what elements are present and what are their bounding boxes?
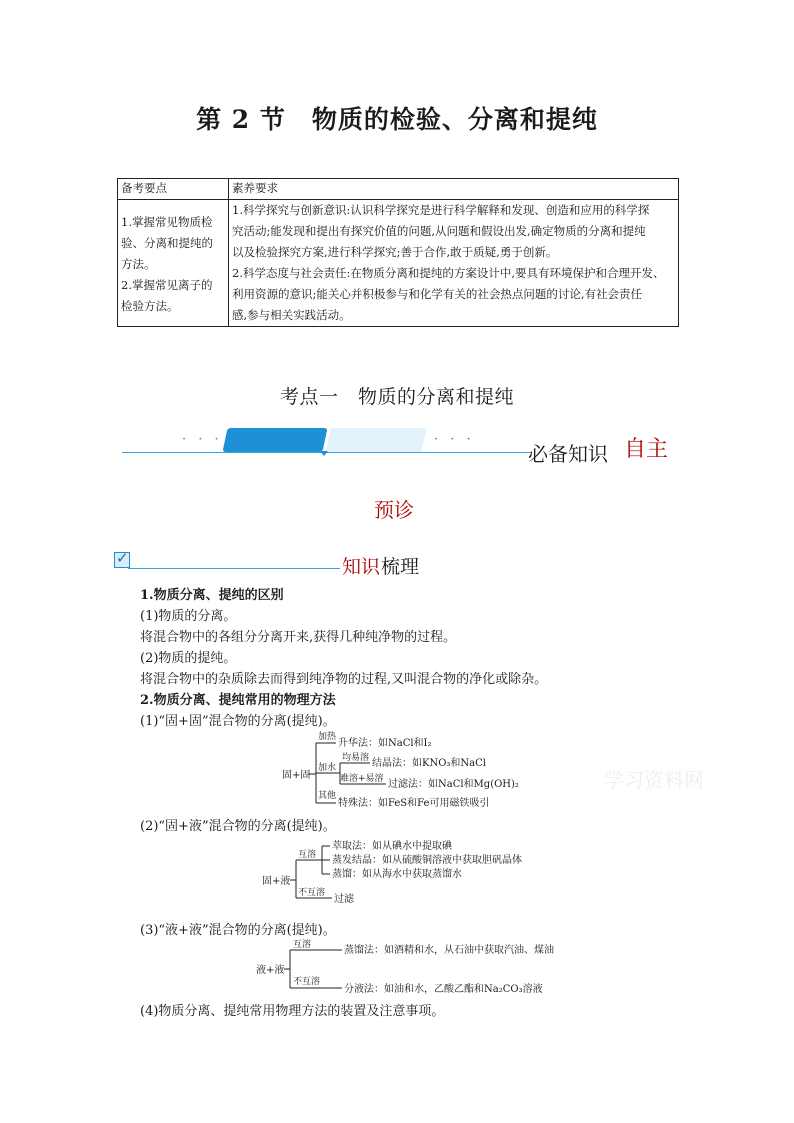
banner-label: 必备知识: [528, 442, 608, 466]
table-text-line: 检验方法。: [121, 299, 179, 313]
diagram3-leaf-distill: 蒸馏法：如酒精和水，从石油中获取汽油、煤油: [344, 945, 554, 956]
table-header-left: 备考要点: [118, 179, 229, 200]
diagram2-leaf-evap: 蒸发结晶：如从硫酸铜溶液中获取胆矾晶体: [332, 855, 522, 866]
body-heading: 1.物质分离、提纯的区别: [140, 588, 284, 603]
table-text-line: 1.科学探究与创新意识:认识科学探究是进行科学解释和发现、创造和应用的科学探: [232, 203, 650, 217]
table-text-line: 2.掌握常见离子的: [121, 278, 213, 292]
knowledge-header-black: 梳理: [381, 556, 420, 578]
diagram1-root: 固+固: [282, 770, 311, 781]
diagram2-root: 固+液: [262, 876, 291, 887]
kaodian-title: 考点一 物质的分离和提纯: [279, 386, 514, 408]
diagram1-sub-mixed: 难溶+易溶: [340, 774, 384, 784]
table-text-line: 1.掌握常见物质检: [121, 215, 213, 229]
table-text-line: 究活动;能发现和提出有探究价值的问题,从问题和假设出发,确定物质的分离和提纯: [232, 224, 646, 238]
diagram1-branch-water: 加水: [318, 763, 337, 773]
table-text-line: 2.科学态度与社会责任:在物质分离和提纯的方案设计中,要具有环境保护和合理开发、: [232, 266, 665, 280]
diagram1-leaf-filter: 过滤法：如NaCl和Mg(OH)₂: [388, 779, 519, 790]
diagram2-leaf-filter: 过滤: [334, 894, 354, 905]
table-text-line: 方法。: [121, 257, 156, 271]
body-line: 将混合物中的各组分分离开来,获得几种纯净物的过程。: [140, 630, 457, 645]
table-text-line: 感,参与相关实践活动。: [232, 308, 351, 322]
body-line: (4)物质分离、提纯常用物理方法的装置及注意事项。: [140, 1004, 445, 1019]
checkmark-icon: ✓: [116, 549, 129, 567]
diagram3-branch-immiscible: 不互溶: [293, 977, 321, 987]
watermark: 学习资料网: [604, 768, 704, 792]
body-line: 将混合物中的杂质除去而得到纯净物的过程,又叫混合物的净化或除杂。: [140, 672, 548, 687]
diagram2-leaf-distill: 蒸馏：如从海水中获取蒸馏水: [332, 869, 462, 880]
diagram3-branch-miscible: 互溶: [293, 940, 312, 950]
table-text-line: 验、分离和提纯的: [121, 236, 213, 250]
body-line: (1)物质的分离。: [140, 609, 237, 624]
banner-label-second: 预诊: [374, 498, 414, 522]
diagram1-branch-heat: 加热: [318, 732, 337, 742]
body-heading: 2.物质分离、提纯常用的物理方法: [140, 693, 336, 708]
diagram2-leaf-extract: 萃取法：如从碘水中提取碘: [332, 841, 452, 852]
diagram1-branch-other: 其他: [318, 791, 337, 801]
diagram3-leaf-separate: 分液法：如油和水，乙酸乙酯和Na₂CO₃溶液: [344, 984, 543, 995]
diagram3-root: 液+液: [256, 965, 285, 976]
body-line: (2)“固+液”混合物的分离(提纯)。: [140, 819, 336, 834]
body-line: (3)“液+液”混合物的分离(提纯)。: [140, 923, 336, 938]
banner-dots-left: · · ·: [182, 432, 223, 447]
table-text-line: 以及检验探究方案,进行科学探究;善于合作,敢于质疑,勇于创新。: [232, 245, 558, 259]
section-title: 第 2 节 物质的检验、分离和提纯: [196, 105, 598, 134]
diagram1-leaf-sublime: 升华法：如NaCl和I₂: [338, 738, 432, 749]
banner-label-red: 自主: [624, 437, 669, 462]
table-text-line: 利用资源的意识;能关心并积极参与和化学有关的社会热点问题的讨论,有社会责任: [232, 287, 643, 301]
banner-dots-right: · · ·: [434, 432, 475, 447]
diagram1-leaf-special: 特殊法：如FeS和Fe可用磁铁吸引: [338, 798, 490, 809]
diagram2-branch-immiscible: 不互溶: [298, 888, 326, 898]
diagram2-branch-miscible: 互溶: [298, 850, 317, 860]
diagram1-sub-soluble: 均易溶: [342, 753, 370, 763]
knowledge-header-red: 知识: [342, 556, 381, 578]
body-line: (2)物质的提纯。: [140, 651, 237, 666]
table-header-right: 素养要求: [229, 179, 679, 200]
diagram1-leaf-crystal: 结晶法：如KNO₃和NaCl: [372, 758, 486, 769]
body-line: (1)“固+固”混合物的分离(提纯)。: [140, 714, 336, 729]
